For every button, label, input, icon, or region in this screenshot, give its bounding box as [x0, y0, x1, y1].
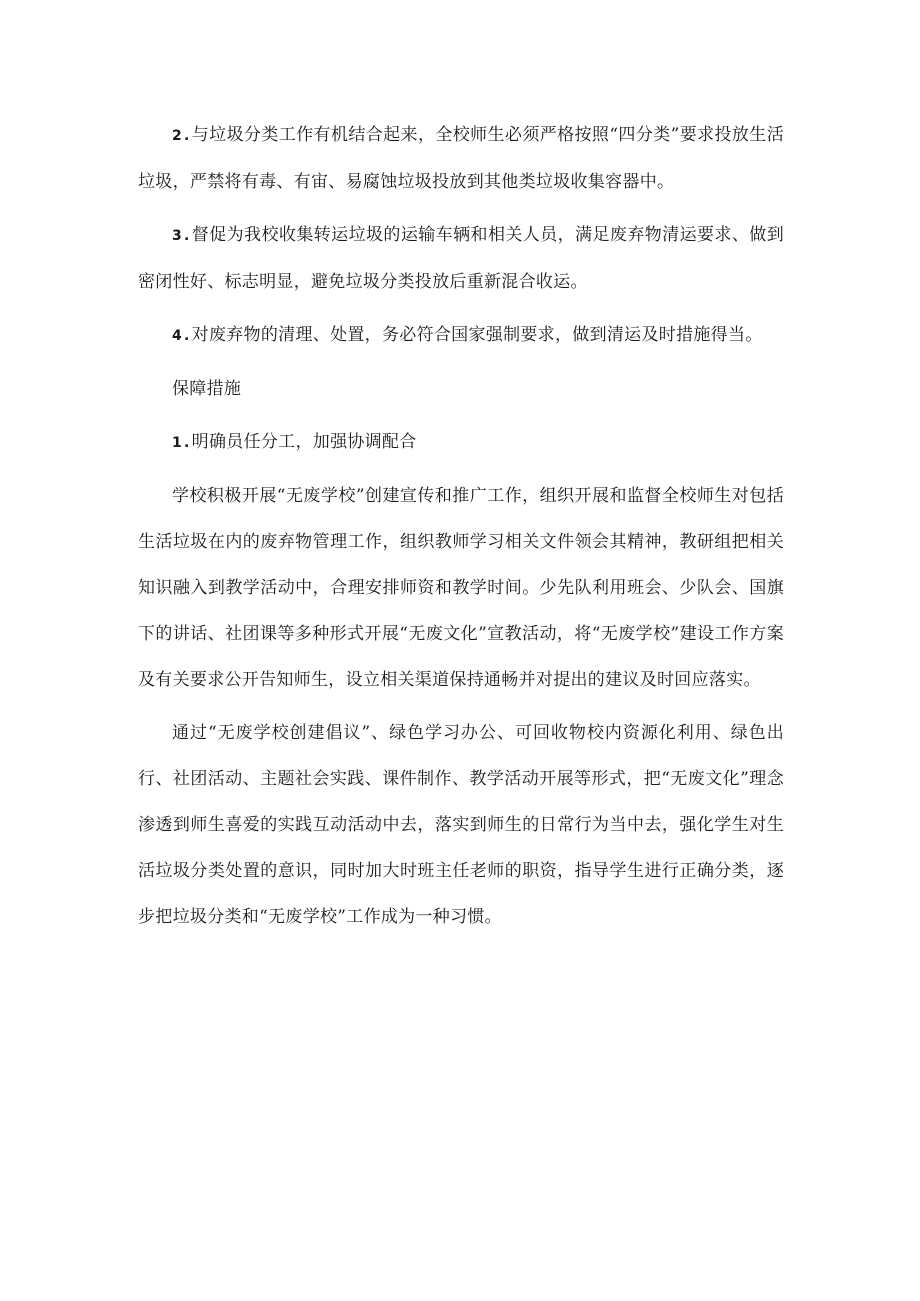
section-heading: 保障措施: [172, 379, 242, 399]
item-number: 1: [172, 435, 183, 451]
item-separator: .: [184, 328, 190, 344]
list-item-4: [138, 312, 784, 359]
item-number: 4: [172, 328, 183, 344]
body-paragraph-2: 通过“无废学校创建倡议”、绿色学习办公、可回收物校内资源化利用、绿色出行、社团活动、主题社会实践、课件制作、教学活动开展等形式，把“无废文化”理念渗透到师生喜爱的实践互动活动中去，落实到师生的日常行为当中去，强化学生对生活垃圾分类处置的意识，同时加大时班主任老师的职资，指导学生进行正确分类，逐步把垃圾分类和“无废学校”工作成为一种习惯。: [138, 723, 784, 927]
item-text: 督促为我校收集转运垃圾的运输车辆和相关人员，满足废弃物清运要求、做到密闭性好、标志明显，避免垃圾分类投放后重新混合收运。: [138, 225, 784, 292]
document-body: [138, 112, 784, 947]
item-text: 对废弃物的清理、处置，务必符合国家强制要求，做到清运及时措施得当。: [191, 325, 763, 345]
item-separator: .: [184, 228, 190, 244]
list-item-2: [138, 112, 784, 205]
item-text: 明确员任分工，加强协调配合: [191, 432, 417, 452]
item-text: 与垃圾分类工作有机结合起来，全校师生必须严格按照“四分类”要求投放生活垃圾，严禁将有毒、有宙、易腐蚀垃圾投放到其他类垃圾收集容器中。: [138, 125, 784, 192]
sub-item-1: [138, 419, 784, 466]
list-item-3: [138, 212, 784, 305]
item-number: 3: [172, 228, 183, 244]
item-separator: .: [184, 128, 190, 144]
item-number: 2: [172, 128, 183, 144]
item-separator: .: [184, 435, 190, 451]
body-paragraph-1: 学校积极开展“无废学校”创建宣传和推广工作，组织开展和监督全校师生对包括生活垃圾在内的废弃物管理工作，组织教师学习相关文件领会其精神，教研组把相关知识融入到教学活动中，合理安排师资和教学时间。少先队利用班会、少队会、国旗下的讲话、社团课等多种形式开展“无废文化”宣教活动，将“无废学校”建设工作方案及有关要求公开告知师生，设立相关渠道保持通畅并对提出的建议及时回应落实。: [138, 486, 784, 690]
